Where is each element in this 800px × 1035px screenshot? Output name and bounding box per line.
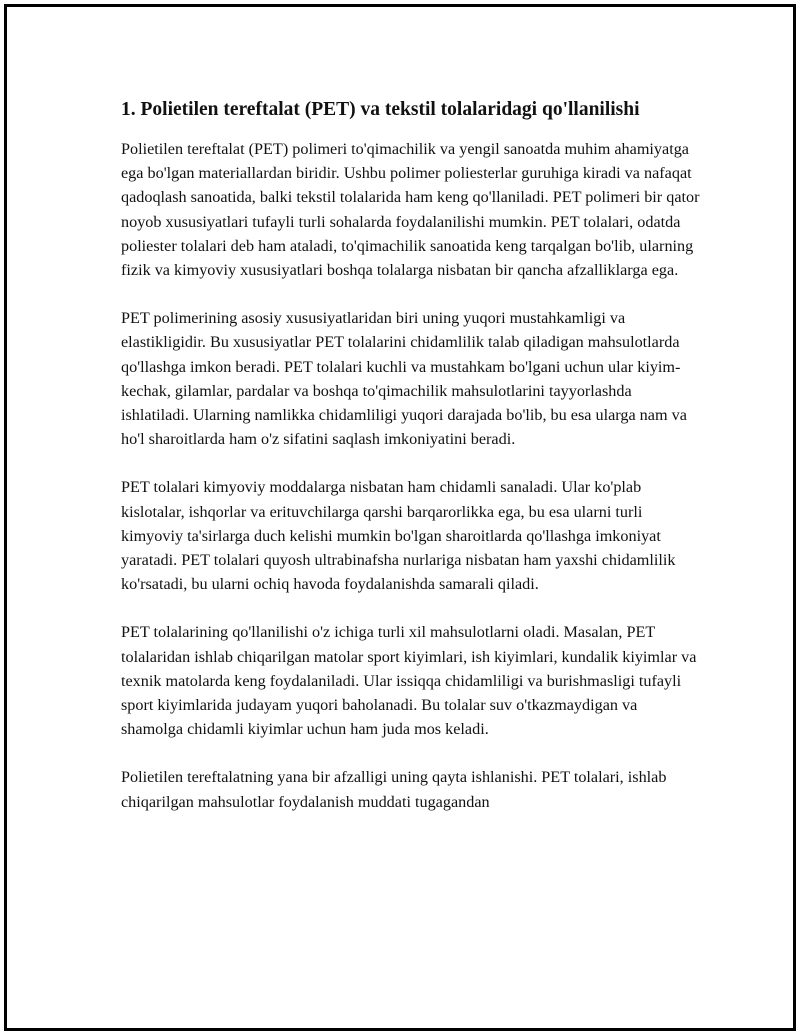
document-body bbox=[121, 97, 701, 838]
paragraph-1: Polietilen tereftalat (PET) polimeri to'qimachilik va yengil sanoatda muhim ahamiyatga ega bo'lgan materiallardan biridir. Ushbu polimer poliesterlar guruhiga kiradi va nafaqat qadoqlash sanoatida, balki tekstil tolalarida ham keng qo'llaniladi. PET polimeri bir qator noyob xususiyatlari tufayli turli sohalarda foydalanilishi mumkin. PET tolalari, odatda poliester tolalari deb ham ataladi, to'qimachilik sanoatida keng tarqalgan bo'lib, ularning fizik va kimyoviy xususiyatlari boshqa tolalarga nisbatan bir qancha afzalliklarga ega. bbox=[121, 140, 700, 280]
paragraph-5: Polietilen tereftalatning yana bir afzalligi uning qayta ishlanishi. PET tolalari, ishlab chiqarilgan mahsulotlar foydalanish muddati tugagandan bbox=[121, 768, 667, 811]
paragraph-3: PET tolalari kimyoviy moddalarga nisbatan ham chidamli sanaladi. Ular ko'plab kislotalar, ishqorlar va erituvchilarga qarshi barqarorlikka ega, bu esa ularni turli kimyoviy ta'sirlarga duch kelishi mumkin bo'lgan sharoitlarda qo'llashga imkoniyat yaratadi. PET tolalari quyosh ultrabinafsha nurlariga nisbatan ham yaxshi chidamlilik ko'rsatadi, bu ularni ochiq havoda foydalanishda samarali qiladi. bbox=[121, 478, 676, 594]
section-heading: 1. Polietilen tereftalat (PET) va tekstil tolalaridagi qo'llanilishi bbox=[121, 99, 640, 120]
paragraph-4: PET tolalarining qo'llanilishi o'z ichiga turli xil mahsulotlarni oladi. Masalan, PET tolalaridan ishlab chiqarilgan matolar sport kiyimlari, ish kiyimlari, kundalik kiyimlar va texnik matolarda keng foydalaniladi. Ular issiqqa chidamliligi va burishmasligi tufayli sport kiyimlarida judayam yuqori baholanadi. Bu tolalar suv o'tkazmaydigan va shamolga chidamli kiyimlar uchun ham juda mos keladi. bbox=[121, 623, 697, 739]
paragraph-2: PET polimerining asosiy xususiyatlaridan biri uning yuqori mustahkamligi va elastikligidir. Bu xususiyatlar PET tolalarini chidamlilik talab qiladigan mahsulotlarda qo'llashga imkon beradi. PET tolalari kuchli va mustahkam bo'lgani uchun ular kiyim-kechak, gilamlar, pardalar va boshqa to'qimachilik mahsulotlarini tayyorlashda ishlatiladi. Ularning namlikka chidamliligi yuqori darajada bo'lib, bu esa ularga nam va ho'l sharoitlarda ham o'z sifatini saqlash imkoniyatini beradi. bbox=[121, 309, 687, 449]
document-page bbox=[4, 4, 796, 1031]
